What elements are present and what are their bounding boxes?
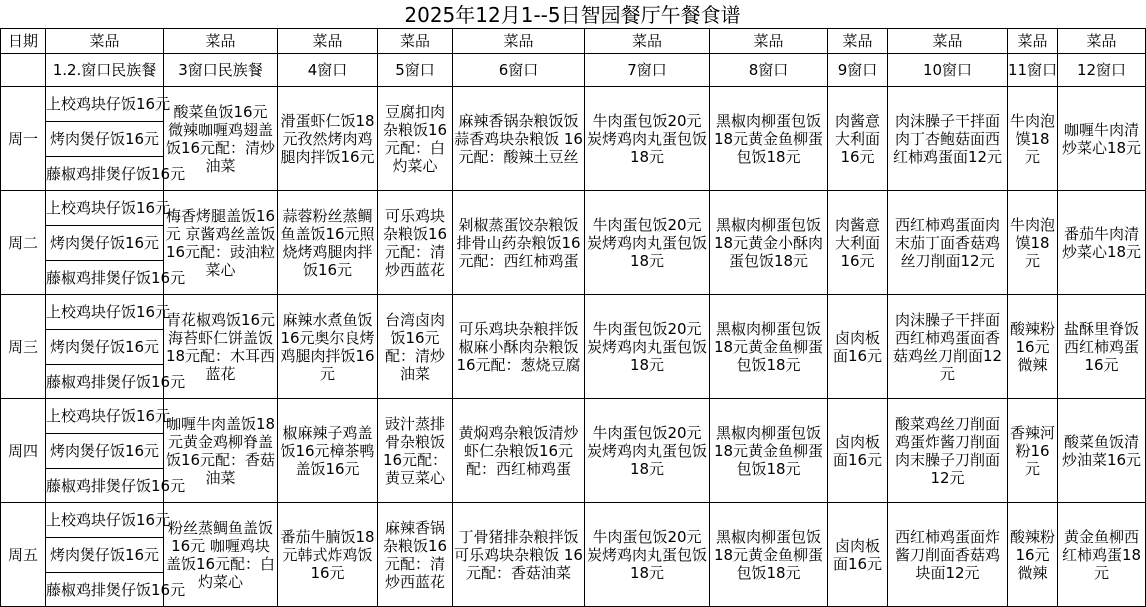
dish-cell: 咖喱牛肉盖饭18元黄金鸡柳脊盖饭16元配：香菇油菜 — [164, 399, 278, 503]
day-label: 周四 — [1, 399, 46, 503]
sub-item: 藤椒鸡排煲仔饭16元 — [46, 261, 164, 295]
header-dishes: 菜品 — [278, 29, 378, 54]
window-label: 10窗口 — [888, 54, 1008, 87]
dish-cell: 粉丝蒸鲷鱼盖饭16元 咖喱鸡块盖饭16元配：白灼菜心 — [164, 503, 278, 607]
dish-cell: 黑椒肉柳蛋包饭18元黄金鱼柳蛋包饭18元 — [710, 399, 828, 503]
sub-item: 上校鸡块仔饭16元 — [46, 503, 164, 538]
sub-item: 藤椒鸡排煲仔饭16元 — [46, 573, 164, 607]
dish-cell: 肉酱意大利面16元 — [828, 191, 888, 295]
window-label: 4窗口 — [278, 54, 378, 87]
sub-item: 烤肉煲仔饭16元 — [46, 122, 164, 157]
window-row-blank — [1, 54, 46, 87]
header-dishes: 菜品 — [378, 29, 453, 54]
header-dishes: 菜品 — [710, 29, 828, 54]
dish-cell: 盐酥里脊饭西红柿鸡蛋16元 — [1058, 295, 1146, 399]
header-dishes: 菜品 — [888, 29, 1008, 54]
sub-item: 烤肉煲仔饭16元 — [46, 330, 164, 365]
header-dishes: 菜品 — [1008, 29, 1058, 54]
dish-cell: 牛肉蛋包饭20元炭烤鸡肉丸蛋包饭18元 — [585, 87, 710, 191]
dish-cell: 酸菜鸡丝刀削面鸡蛋炸酱刀削面肉末臊子刀削面12元 — [888, 399, 1008, 503]
header-dishes: 菜品 — [585, 29, 710, 54]
header-dishes: 菜品 — [46, 29, 164, 54]
dish-cell: 黑椒肉柳蛋包饭18元黄金鱼柳蛋包饭18元 — [710, 503, 828, 607]
dish-cell: 牛肉蛋包饭20元炭烤鸡肉丸蛋包饭18元 — [585, 191, 710, 295]
dish-cell: 牛肉泡馍18元 — [1008, 87, 1058, 191]
dish-cell: 滑蛋虾仁饭18元孜然烤肉鸡腿肉拌饭16元 — [278, 87, 378, 191]
dish-cell: 麻辣香锅杂粮饭16元配：清炒西蓝花 — [378, 503, 453, 607]
dish-cell: 酸菜鱼饭清炒油菜16元 — [1058, 399, 1146, 503]
day-label: 周二 — [1, 191, 46, 295]
dish-cell: 牛肉泡馍18元 — [1008, 191, 1058, 295]
header-dishes: 菜品 — [453, 29, 585, 54]
sub-item: 烤肉煲仔饭16元 — [46, 434, 164, 469]
window-label: 12窗口 — [1058, 54, 1146, 87]
dish-cell: 黑椒肉柳蛋包饭18元黄金鱼柳蛋包饭18元 — [710, 87, 828, 191]
window-label: 9窗口 — [828, 54, 888, 87]
dish-cell: 牛肉蛋包饭20元炭烤鸡肉丸蛋包饭18元 — [585, 295, 710, 399]
dish-cell: 番茄牛肉清炒菜心18元 — [1058, 191, 1146, 295]
dish-cell: 番茄牛腩饭18元韩式炸鸡饭16元 — [278, 503, 378, 607]
dish-cell: 可乐鸡块杂粮拌饭椒麻小酥肉杂粮饭 16元配：葱烧豆腐 — [453, 295, 585, 399]
header-dishes: 菜品 — [1058, 29, 1146, 54]
menu-table — [0, 28, 1146, 607]
sub-item: 藤椒鸡排煲仔饭16元 — [46, 469, 164, 503]
window-label: 7窗口 — [585, 54, 710, 87]
header-dishes: 菜品 — [164, 29, 278, 54]
sub-item: 上校鸡块仔饭16元 — [46, 87, 164, 122]
dish-cell: 黑椒肉柳蛋包饭18元黄金鱼柳蛋包饭18元 — [710, 295, 828, 399]
dish-cell: 肉沫臊子干拌面肉丁杏鲍菇面西红柿鸡蛋面12元 — [888, 87, 1008, 191]
day-label: 周五 — [1, 503, 46, 607]
header-dishes: 菜品 — [828, 29, 888, 54]
day-label: 周三 — [1, 295, 46, 399]
header-row — [1, 29, 1146, 54]
dish-cell: 椒麻辣子鸡盖饭16元樟茶鸭盖饭16元 — [278, 399, 378, 503]
dish-cell: 肉酱意大利面16元 — [828, 87, 888, 191]
dish-cell: 黄金鱼柳西红柿鸡蛋18元 — [1058, 503, 1146, 607]
window-label: 3窗口民族餐 — [164, 54, 278, 87]
dish-cell: 咖喱牛肉清炒菜心18元 — [1058, 87, 1146, 191]
dish-cell: 酸辣粉16元微辣 — [1008, 503, 1058, 607]
day-row — [1, 399, 1146, 434]
sub-item: 上校鸡块仔饭16元 — [46, 295, 164, 330]
window-label: 11窗口 — [1008, 54, 1058, 87]
dish-cell: 酸菜鱼饭16元 微辣咖喱鸡翅盖饭16元配：清炒油菜 — [164, 87, 278, 191]
day-row — [1, 295, 1146, 330]
dish-cell: 香辣河粉16元 — [1008, 399, 1058, 503]
dish-cell: 梅香烤腿盖饭16元 京酱鸡丝盖饭16元配：豉油粒菜心 — [164, 191, 278, 295]
window-label: 8窗口 — [710, 54, 828, 87]
dish-cell: 卤肉板面16元 — [828, 503, 888, 607]
sub-item: 上校鸡块仔饭16元 — [46, 191, 164, 226]
dish-cell: 卤肉板面16元 — [828, 399, 888, 503]
dish-cell: 豆腐扣肉杂粮饭16元配：白灼菜心 — [378, 87, 453, 191]
dish-cell: 可乐鸡块杂粮饭16元配：清炒西蓝花 — [378, 191, 453, 295]
window-label: 5窗口 — [378, 54, 453, 87]
header-date: 日期 — [1, 29, 46, 54]
dish-cell: 丁骨猪排杂粮拌饭可乐鸡块杂粮饭 16元配：香菇油菜 — [453, 503, 585, 607]
window-label: 6窗口 — [453, 54, 585, 87]
dish-cell: 黑椒肉柳蛋包饭18元黄金小酥肉蛋包饭18元 — [710, 191, 828, 295]
dish-cell: 黄焖鸡杂粮饭清炒虾仁杂粮饭16元配：西红柿鸡蛋 — [453, 399, 585, 503]
dish-cell: 剁椒蒸蛋饺杂粮饭排骨山药杂粮饭16元配：西红柿鸡蛋 — [453, 191, 585, 295]
sub-item: 烤肉煲仔饭16元 — [46, 538, 164, 573]
dish-cell: 牛肉蛋包饭20元炭烤鸡肉丸蛋包饭18元 — [585, 503, 710, 607]
dish-cell: 牛肉蛋包饭20元炭烤鸡肉丸蛋包饭18元 — [585, 399, 710, 503]
dish-cell: 豉汁蒸排骨杂粮饭16元配：黄豆菜心 — [378, 399, 453, 503]
dish-cell: 西红柿鸡蛋面肉末茄丁面香菇鸡丝刀削面12元 — [888, 191, 1008, 295]
sub-item: 藤椒鸡排煲仔饭16元 — [46, 157, 164, 191]
day-row — [1, 87, 1146, 122]
sub-item: 藤椒鸡排煲仔饭16元 — [46, 365, 164, 399]
dish-cell: 卤肉板面16元 — [828, 295, 888, 399]
window-row — [1, 54, 1146, 87]
day-row — [1, 503, 1146, 538]
dish-cell: 麻辣水煮鱼饭16元奥尔良烤鸡腿肉拌饭16元 — [278, 295, 378, 399]
dish-cell: 麻辣香锅杂粮饭饭蒜香鸡块杂粮饭 16元配：酸辣土豆丝 — [453, 87, 585, 191]
window-label: 1.2.窗口民族餐 — [46, 54, 164, 87]
dish-cell: 西红柿鸡蛋面炸酱刀削面香菇鸡块面12元 — [888, 503, 1008, 607]
sub-item: 上校鸡块仔饭16元 — [46, 399, 164, 434]
day-label: 周一 — [1, 87, 46, 191]
dish-cell: 肉沫臊子干拌面西红柿鸡蛋面香菇鸡丝刀削面12元 — [888, 295, 1008, 399]
page-title: 2025年12月1--5日智园餐厅午餐食谱 — [404, 3, 741, 27]
sub-item: 烤肉煲仔饭16元 — [46, 226, 164, 261]
dish-cell: 青花椒鸡饭16元 海苔虾仁饼盖饭18元配：木耳西蓝花 — [164, 295, 278, 399]
day-row — [1, 191, 1146, 226]
dish-cell: 蒜蓉粉丝蒸鲷鱼盖饭16元照烧烤鸡腿肉拌饭16元 — [278, 191, 378, 295]
dish-cell: 酸辣粉16元微辣 — [1008, 295, 1058, 399]
dish-cell: 台湾卤肉饭16元配：清炒油菜 — [378, 295, 453, 399]
